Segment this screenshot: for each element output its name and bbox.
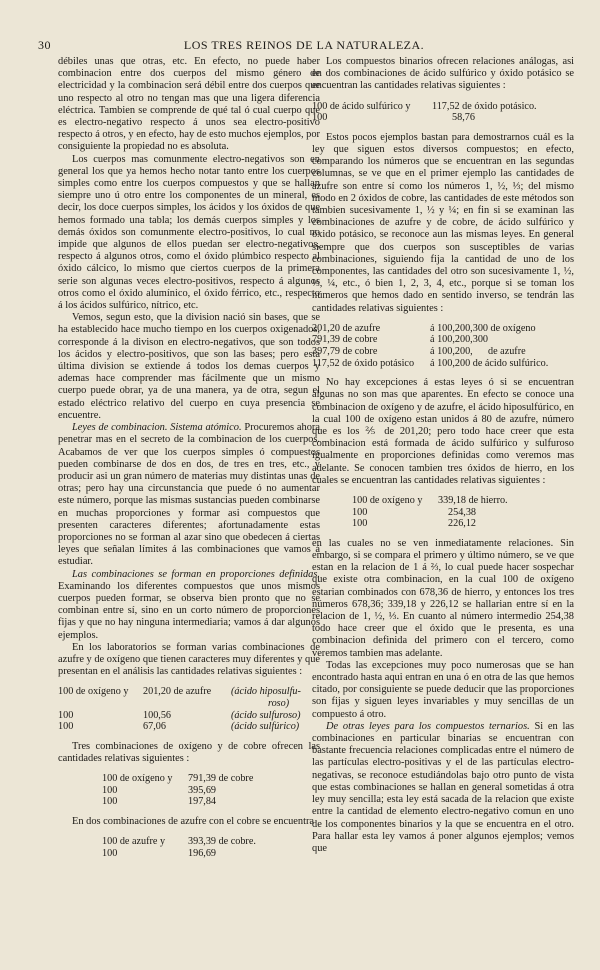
table-cell: 791,39 de cobre — [188, 773, 254, 785]
right-column — [312, 56, 574, 855]
table-cell: 117,52 de óxido potásico — [312, 357, 415, 369]
table-row — [58, 698, 320, 710]
table-cell: 100 — [102, 847, 118, 859]
page-number: 30 — [38, 38, 51, 52]
table-row — [312, 112, 574, 124]
table-cell: 196,69 — [188, 847, 217, 859]
paragraph: en las cuales no se ven inmediatamente relaciones. Sin embargo, si se compara el primero y último número, se ve que estan en la relacion de 1 á ⅔, lo cual puede hacer sospechar que existe otra combinacion, en la cual 100 de oxígeno estarian combinados con 678,36 de hierro, y entonces los tres números 678,36; 339,18 y 226,12 se hallarian entre sí en la relacion de 1, ½, ⅓. En cuanto al número intermedio 254,38 todo hace creer que el óxido que le presenta, es una combinacion definida del primero con el tercero, como veremos tambien mas adelante. — [312, 537, 574, 659]
paragraph — [312, 721, 574, 855]
data-table — [58, 773, 320, 808]
table-cell: 100 — [58, 721, 74, 733]
paragraph — [58, 569, 320, 642]
running-header — [38, 38, 570, 54]
table-cell: 201,20 de azufre — [143, 686, 212, 698]
section-heading: Las combinaciones se forman en proporciones definidas. — [72, 568, 320, 580]
table-cell: 117,52 de óxido potásico. — [432, 100, 537, 112]
table-cell: 791,39 de cobre — [312, 334, 378, 346]
table-cell: 393,39 de cobre. — [188, 836, 256, 848]
paragraph: Los compuestos binarios ofrecen relaciones análogas, asi en dos combinaciones de ácido sulfúrico y óxido potásico se encuentran las cantidades relativas siguientes : — [312, 56, 574, 92]
table-row — [312, 323, 574, 335]
table-row — [102, 785, 320, 797]
table-cell: (ácido sulfuroso) — [231, 709, 301, 721]
table-row — [352, 507, 574, 519]
table-cell: 100 — [312, 112, 328, 124]
table-cell: 100 — [352, 506, 368, 518]
paragraph — [58, 422, 320, 568]
table-cell: 100 de ácido sulfúrico y — [312, 100, 411, 112]
table-cell: (ácido hiposulfu- — [231, 686, 301, 698]
table-cell: 226,12 — [448, 518, 477, 530]
table-cell: 397,79 de cobre — [312, 346, 378, 358]
paragraph: Estos pocos ejemplos bastan para demostrarnos cuál es la ley que siguen estos diversos compuestos; en efecto, comparando los números que se encuentran en las segundas columnas, se ve que en el primer ejemplo las cantidades de azufre son entre sí como los números 1, ½, ⅓; del mismo modo en 2 óxidos de cobre, las cantidades de este métodos son tambien sucesivamente 1, ½ y ¼; en fin si se examinan las combinaciones de azufre y de cobre, de ácido sulfúrico y óxido potásico, se reconoce aun las mismas leyes. En general siempre que dos cuerpos son susceptibles de varias combinaciones, siguiendo fija la cantidad de uno de los componentes, las cantidades del otro son sucesivamente 1, ½, ⅓, ¼, etc., ó bien 1, 2, 3, 4, etc., porque si se toman los números que hemos dado en sentido inverso, se tendrán las cantidades relativas siguientes : — [312, 131, 574, 314]
paragraph: Vemos, segun esto, que la division nació sin bases, que se ha establecido hace mucho tiempo en los cuerpos oxigenados, corresponde á la divison en electro-negativos, que son todos los ácidos y electro-positivos, que son las bases; pero esta última division se extiende á todos los demas cuerpos y ademas hace comprender mas fácilmente que un mismo cuerpo puede obrar, ya de una manera, ya de otra, segun el estado eléctrico relativo del cuerpo en cuya presencia se encuentre. — [58, 312, 320, 421]
table-cell: (ácido sulfúrico) — [231, 721, 300, 733]
paragraph: Los cuerpos mas comunmente electro-negativos son en general los que ya hemos hecho notar tanto entre los cuerpos simples como entre los cuerpos compuestos y que se hallan siempre uno ú otro entre los componentes de un mineral, es decir, los doce cuerpos simples, los ácidos y los óxidos de que hemos formado una tabla; los demás cuerpos simples y los demás óxidos son comunmente electro-positivos, lo cual no impide que algunos de ellos puedan ser electro-negativos, respecto á algunos otros, como el óxido plúmbico respecto al óxido cálcico, lo mismo que ciertos cuerpos de la primera serie son algunas veces electro-positivos, respecto á algunos otros como el óxido alumínico, el óxido férrico, etc., respecto á los ácidos sulfúrico, nítrico, etc. — [58, 153, 320, 312]
paragraph: En los laboratorios se forman varias combinaciones de azufre y de oxígeno que tienen caracteres muy diferentes y que presentan en el análisis las cantidades relativas siguientes : — [58, 641, 320, 678]
table-row — [312, 101, 574, 113]
table-cell: 339,18 de hierro. — [438, 495, 508, 507]
table-cell: 100 de azufre y — [102, 836, 166, 848]
table-row — [102, 796, 320, 808]
table-cell: 395,69 — [188, 784, 217, 796]
left-column — [58, 56, 320, 867]
table-cell: 201,20 de azufre — [312, 322, 381, 334]
table-cell: 100 — [352, 518, 368, 530]
paragraph: En dos combinaciones de azufre con el cobre se encuentra — [72, 815, 315, 827]
table-cell: á 100,200, de azufre — [430, 346, 526, 358]
table-cell: 100 — [58, 709, 74, 721]
paragraph-text: Examinando los diferentes compuestos que unos mismos cuerpos pueden formar, se observa bien pronto que no se combinan entre sí, sino en un corto número de proporciones fijas y que no hay ninguna intermediaria; vamos á dar algunos ejemplos. — [58, 580, 320, 641]
table-cell: 100,56 — [143, 709, 172, 721]
table-row — [312, 334, 574, 346]
table-row — [102, 836, 320, 848]
table-cell: 100 — [102, 796, 118, 808]
paragraph: No hay excepciones á estas leyes ó si se encuentran algunas no son mas que aparentes. En efecto se conoce una combinacion de oxígeno y de azufre, el ácido hiposulfúrico, en la cual 100 de oxígeno estan unidos á 80 de azufre, número que es los ⅖ de 201,20; pero todo hace creer que esta combinacion está formada de ácido sulfúrico y sulfuroso igualmente en proporciones definidas como veremos mas adelante. Se conocen tambien tres óxidos de hierro, en los cuales se encuentran las cantidades relativas siguientes : — [312, 377, 574, 486]
data-table — [312, 495, 574, 530]
table-cell: 254,38 — [448, 506, 477, 518]
data-table — [58, 836, 320, 859]
paragraph: débiles unas que otras, etc. En efecto, no puede haber combinacion entre dos cuerpos del mismo género de electricidad y la combinacion será débil entre dos cuerpos que uno respecto al otro no tengan mas que una ligera diferencia eléctrica. Tambien se comprende de qué tal ó cual cuerpo que es electro-negativo respecto á unos sea electro-positivo respecto á otros, y en efecto, hay de esto muchos ejemplos, por consiguiente la propiedad no es absoluta. — [58, 56, 320, 153]
table-row — [312, 346, 574, 358]
table-row — [58, 686, 320, 698]
table-row — [58, 710, 320, 722]
data-table — [312, 323, 574, 369]
paragraph: Tres combinaciones de oxígeno y de cobre ofrecen las cantidades relativas siguientes : — [58, 740, 320, 764]
table-cell: 58,76 — [452, 112, 475, 124]
table-row — [352, 518, 574, 530]
paragraph-text: Procuremos ahora penetrar mas en el secreto de la combinacion de los cuerpos. Acabamos de ver que los cuerpos simples ó compuestos pueden combinarse de dos en dos, de tres en tres, etc., y producir asi un gran número de materias muy distintas unas de otras; pero hay una circunstancia que puede ó no aumentar este número, porque las mismas sustancias pueden combinarse en muchas proporciones y formar asi compuestos que presenten caracteres diferentes; afortunadamente estas proporciones no se forman al azar sino que obedecen á ciertas leyes que señalan límites á las combinaciones que vamos á estudiar. — [58, 422, 321, 568]
section-heading: Leyes de combinacion. Sistema atómico. — [72, 422, 242, 434]
table-cell: 100 — [102, 784, 118, 796]
table-cell: 100 de oxígeno y — [352, 495, 423, 507]
table-row — [58, 721, 320, 733]
table-cell: á 100,200,300 de oxígeno — [430, 322, 536, 334]
table-cell: 100 de oxígeno y — [58, 686, 129, 698]
table-row — [352, 495, 574, 507]
table-row — [102, 848, 320, 860]
table-cell: 197,84 — [188, 796, 217, 808]
table-cell: roso) — [268, 697, 290, 709]
paragraph: Todas las excepciones muy poco numerosas que se han encontrado hasta aqui entran en una ó en otra de las que hemos citado, por consiguiente se puede deducir que las proporciones son fijas y siguen leyes invariables y muy sencillas de un compuesto á otro. — [312, 659, 574, 720]
table-cell: 67,06 — [143, 721, 166, 733]
table-row — [312, 358, 574, 370]
section-heading: De otras leyes para los compuestos ternarios. — [326, 720, 530, 732]
data-table — [312, 101, 574, 124]
table-row — [102, 773, 320, 785]
table-cell: á 100,200,300 — [430, 334, 489, 346]
table-cell: á 100,200 de ácido sulfúrico. — [430, 357, 549, 369]
running-title: LOS TRES REINOS DE LA NATURALEZA. — [183, 38, 425, 52]
data-table — [58, 686, 320, 732]
table-cell: 100 de oxígeno y — [102, 773, 173, 785]
paragraph-text: Si en las combinaciones en particular binarias se encuentran con bastante frecuencia relaciones complicadas entre el número de las partículas electro-positivas y el de las partículas electro-negativas, se reconoce estudiándolas bajo otro punto de vista que estas combinaciones se hallan en general sometidas á otra ley muy sencilla; esta ley está sacada de la relacion que existe entre la cantidad de elemento electro-negativo comun en uno de los componentes binarios y la que se encuentra en el otro. Para hallar esta ley vamos á poner algunos ejemplos; vemos que — [312, 720, 574, 854]
